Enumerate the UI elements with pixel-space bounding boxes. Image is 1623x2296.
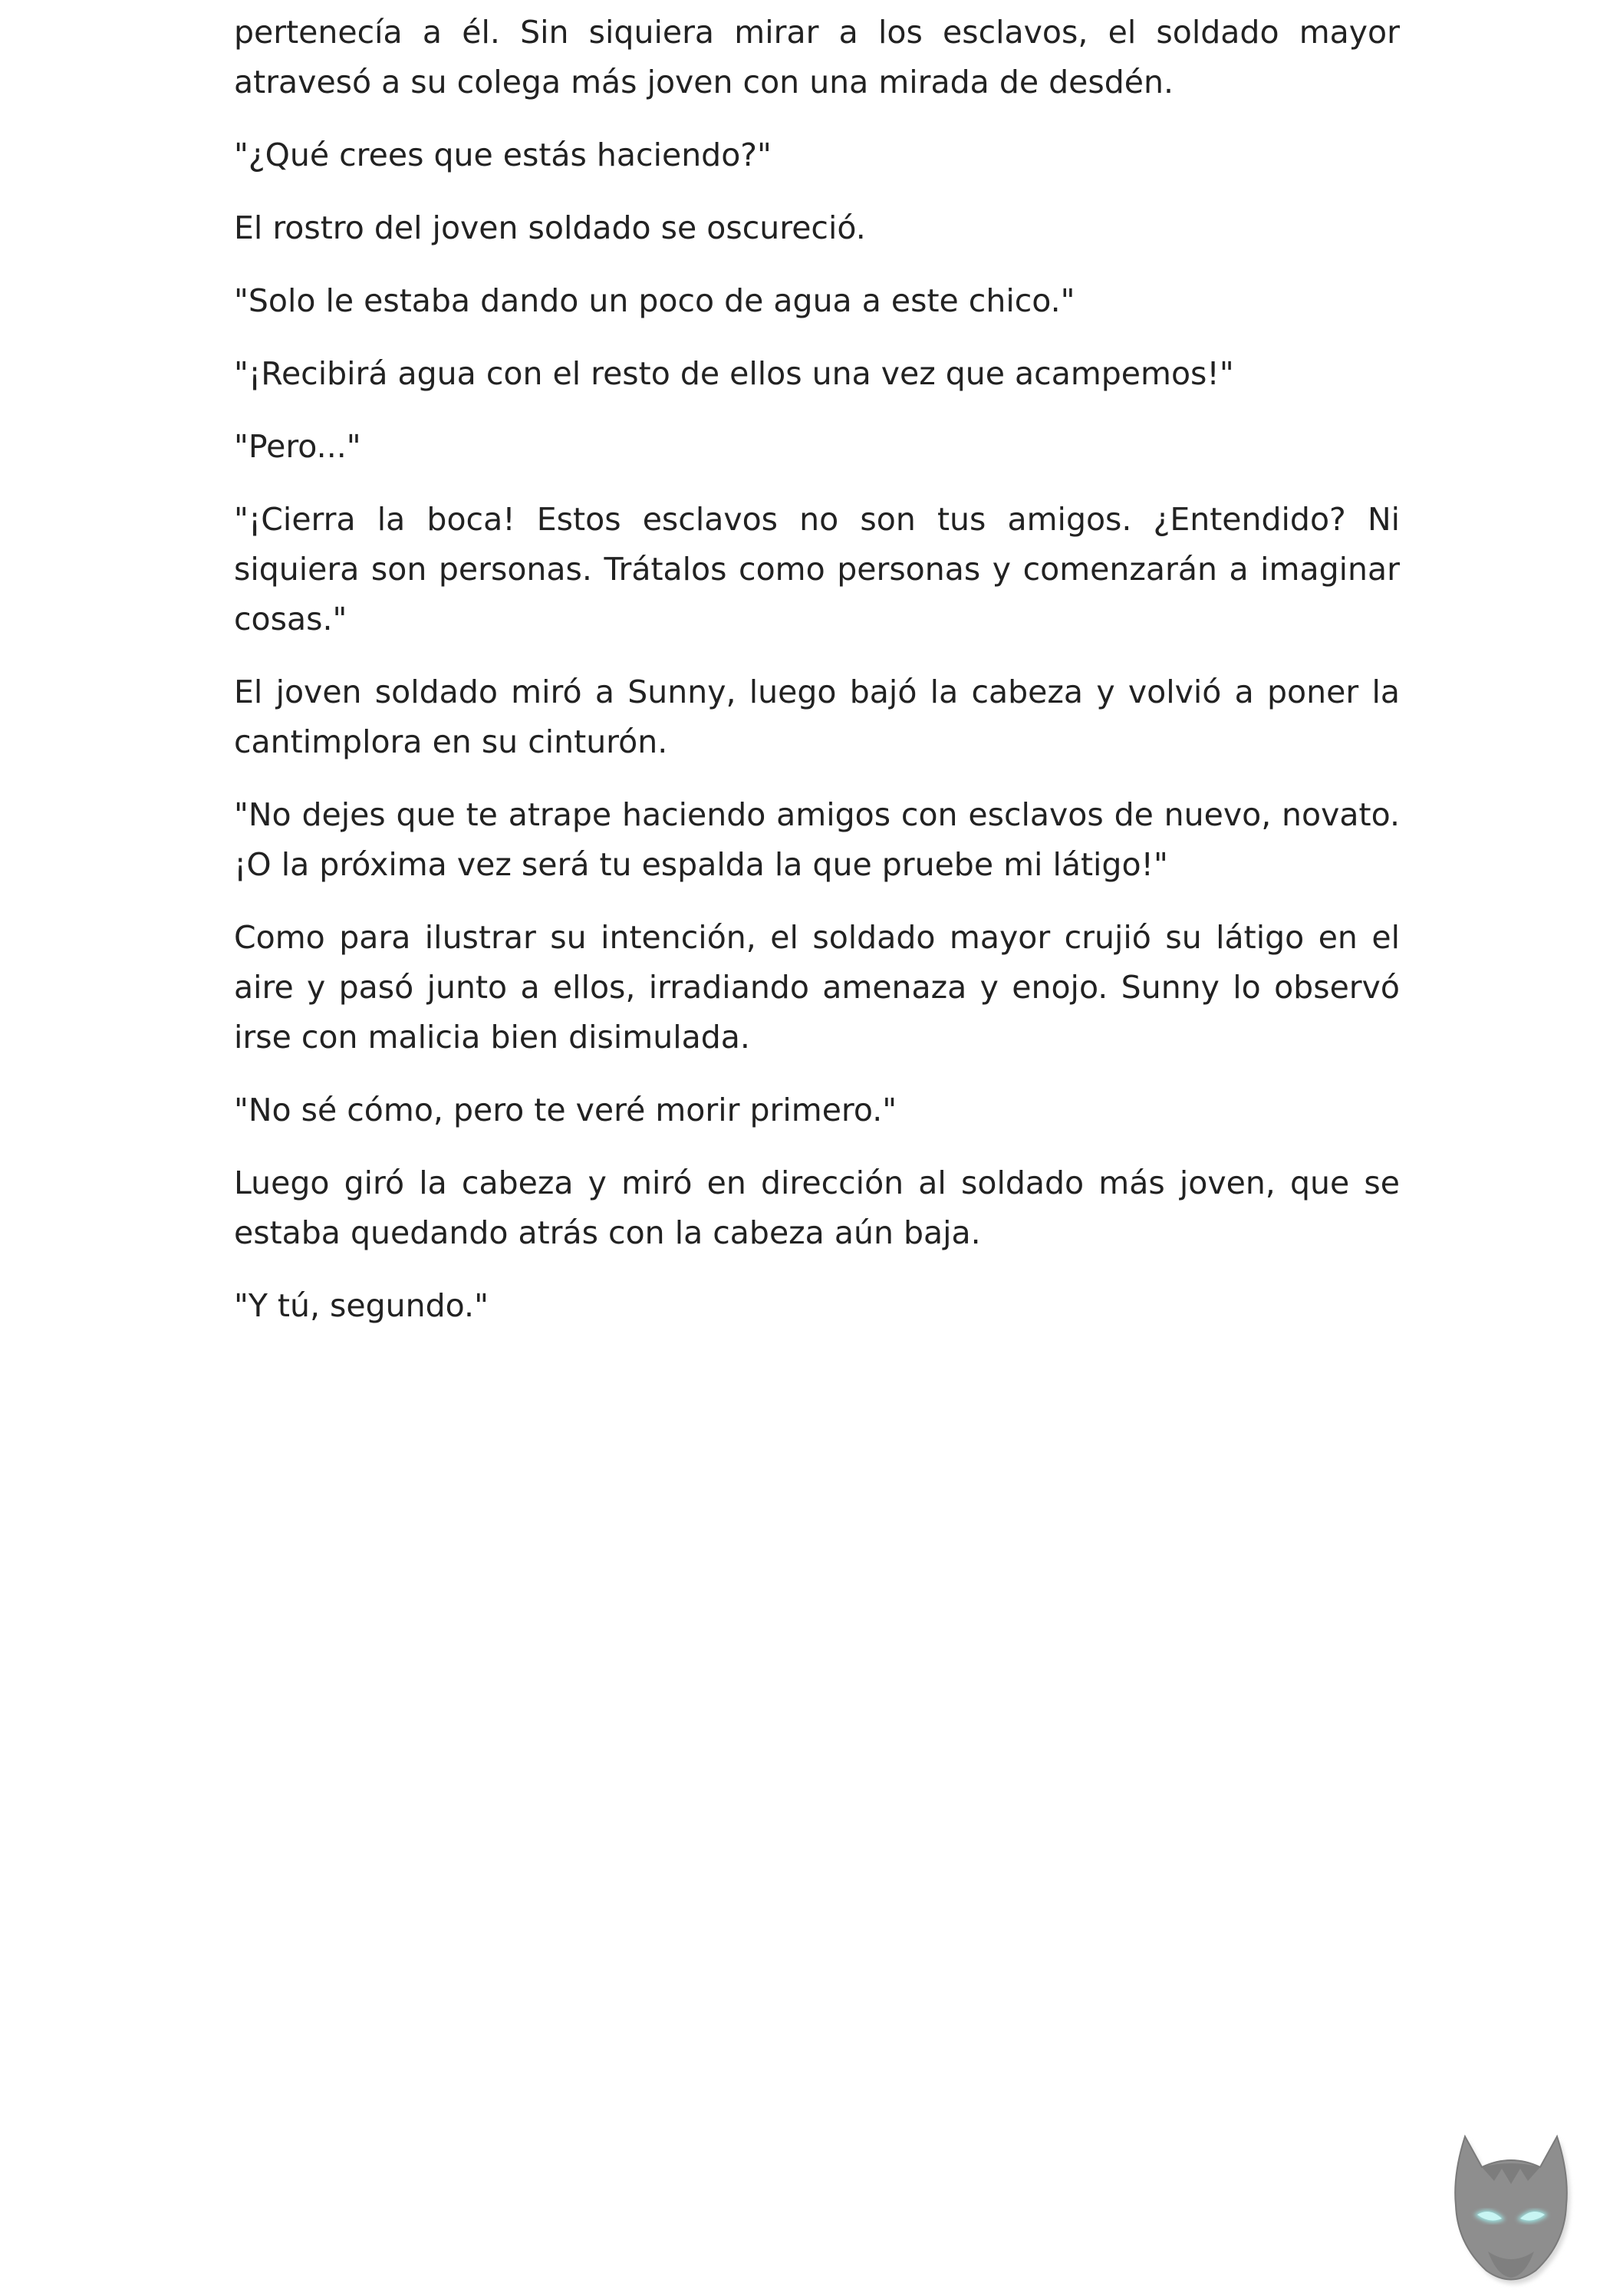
paragraph: "¡Recibirá agua con el resto de ellos una vez que acampemos!" <box>234 355 1234 392</box>
paragraph: El joven soldado miró a Sunny, luego bajó la cabeza y volvió a poner la cantimplora en su cinturón. <box>234 674 1400 760</box>
paragraph: Luego giró la cabeza y miró en dirección al soldado más joven, que se estaba quedando atrás con la cabeza aún baja. <box>234 1164 1400 1251</box>
demon-head-icon <box>1434 2113 1588 2290</box>
paragraph: pertenecía a él. Sin siquiera mirar a los esclavos, el soldado mayor atravesó a su colega más joven con una mirada de desdén. <box>234 14 1400 100</box>
body-text <box>234 8 1400 1354</box>
paragraph: "No sé cómo, pero te veré morir primero." <box>234 1092 897 1128</box>
paragraph: "¿Qué crees que estás haciendo?" <box>234 137 772 173</box>
paragraph: "No dejes que te atrape haciendo amigos con esclavos de nuevo, novato. ¡O la próxima vez será tu espalda la que pruebe mi látigo!" <box>234 796 1400 883</box>
paragraph: "Solo le estaba dando un poco de agua a este chico." <box>234 282 1075 319</box>
paragraph: "Y tú, segundo." <box>234 1287 489 1324</box>
paragraph: "Pero..." <box>234 428 361 465</box>
paragraph: "¡Cierra la boca! Estos esclavos no son tus amigos. ¿Entendido? Ni siquiera son personas. Trátalos como personas y comenzarán a imaginar cosas." <box>234 501 1400 637</box>
paragraph: Como para ilustrar su intención, el soldado mayor crujió su látigo en el aire y pasó junto a ellos, irradiando amenaza y enojo. Sunny lo observó irse con malicia bien disimulada. <box>234 919 1400 1056</box>
paragraph: El rostro del joven soldado se oscureció. <box>234 209 866 246</box>
